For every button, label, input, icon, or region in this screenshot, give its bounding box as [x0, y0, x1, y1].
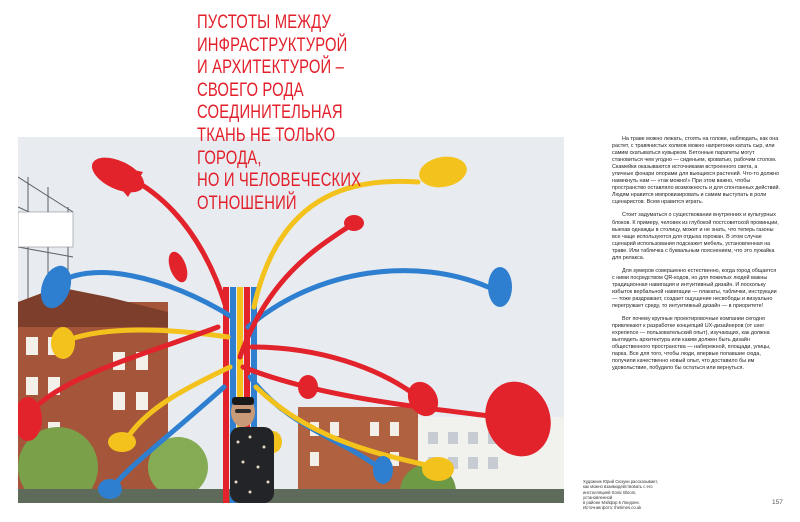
headline	[197, 12, 362, 215]
headline-line: ПУСТОТЫ МЕЖДУ	[197, 12, 332, 33]
headline-line: ТКАНЬ НЕ ТОЛЬКО	[197, 124, 336, 146]
caption-line: Источник фото: thetimes.co.uk	[583, 505, 642, 511]
caption-line: Художник Юрий Сюзуки рассказывает,	[583, 479, 658, 484]
body-paragraph: На траве можно лежать, стоять на голове, наблюдать, как она растет, с травянистых холмов можно напрегонки катать сыр, или самим скатываться кувырком. Бетонные парапеты могут становиться чем угодно — сиденьем, кроватью, рабочим столом. Скамейки оказываются источниками встроенного света, а уличные фонари опорами для вьющихся растений. Что-то должно намекнуть нам — «так можно!» При этом важно, чтобы пространство оставляло возможность и для спонтанных действий. Людям нравится импровизировать и самим выступать в роли сценаристов. Всем нравится играть.	[612, 136, 780, 206]
caption-line: инсталляцией Sonic Bloom, установленной	[583, 489, 637, 500]
body-paragraph: Стоит задуматься о существовании внутренних и культурных блоков. К примеру, человек из глубокой постсоветской провинции, выехав однажды в столицу, может и не знать, что теперь газоны все чаще используются для отдыха горожан. В этом случае сценарий использования подскажет мебель, установленная на траве. Или табличка с буквальным пояснением, что это лужайка для релакса.	[612, 212, 779, 261]
body-paragraph: Для зумеров совершенно естественно, когда город общается с ними посредством QR-кодов, но для пожилых людей важны традиционная навигация и интуитивный дизайн. И поскольку избыток вербальной навигации — плакаты, таблички, инструкции — тоже раздражает, создает ощущение несвободы и визуально перегружает среду, то интуитивный дизайн — в приоритете!	[612, 267, 777, 310]
page-number: 157	[772, 499, 783, 506]
caption-line: как можно взаимодействовать с его	[583, 484, 653, 490]
headline-line: ИНФРАСТРУКТУРОЙ	[197, 34, 348, 56]
headline-line: И АРХИТЕКТУРОЙ –	[197, 57, 345, 79]
caption-line: в районе Мэйфэр в Лондоне.	[583, 500, 640, 506]
headline-line: ОТНОШЕНИЙ	[197, 192, 297, 214]
body-paragraph: Вот почему крупные проектировочные компании сегодня привлекают к разработке концепций UX-дизайнеров (от user experience — пользовательский опыт), изучающих, как должна выглядеть архитектура или каким должен быть дизайн общественного пространства — набережной, площади, улицы, парка. Все для того, чтобы люди, впервые попавшие сюда, получили качественно новый опыт, что доставило бы им удовольствие, побудило бы остаться или вернуться.	[612, 316, 771, 372]
body-text-column	[612, 136, 780, 378]
headline-line: СВОЕГО РОДА	[197, 79, 304, 101]
headline-line: ГОРОДА,	[197, 147, 262, 169]
headline-line: НО И ЧЕЛОВЕЧЕСКИХ	[197, 170, 362, 192]
headline-line: СОЕДИНИТЕЛЬНАЯ	[197, 102, 343, 124]
photo-caption	[583, 479, 665, 511]
